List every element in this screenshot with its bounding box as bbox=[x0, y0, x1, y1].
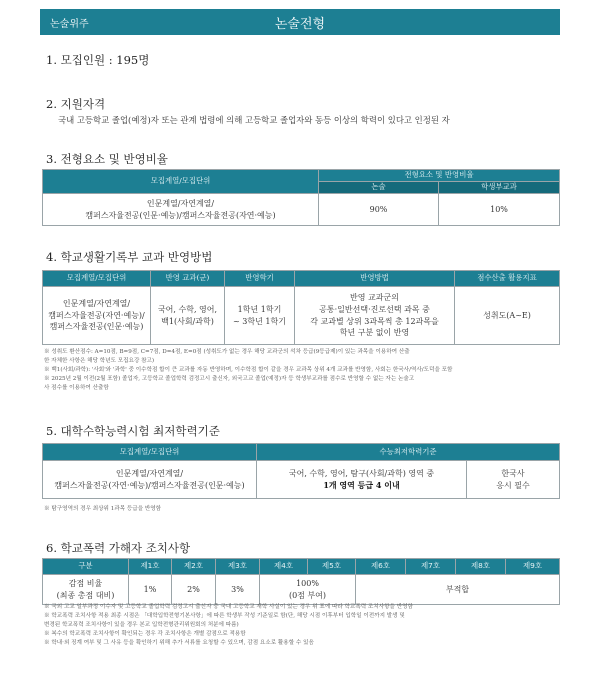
table-header-criteria: 수능최저학력기준 bbox=[257, 444, 560, 461]
table-header-category: 구분 bbox=[43, 559, 129, 575]
table-header-essay: 논술 bbox=[319, 182, 439, 194]
note-line: ※ 백1(사회/과학): '사회'와 '과학' 중 이수학점 합이 큰 교과를 자동 반영하며, 이수학점 합이 같을 경우 교과목 상위 4개 교과를 반영함, 사회는 한국사/역사/도덕을 포함 bbox=[44, 366, 453, 373]
table-header-subjects: 반영 교과(군) bbox=[151, 271, 225, 287]
section-5-note: ※ 탐구영역의 경우 최상위 1과목 등급을 반영함 bbox=[44, 506, 162, 512]
note-line: ※ 국외 고교 일부과정 이수자 및 고등학교 졸업학력 검정고시 출신자 중 국내 고등학교 재학 사실이 있는 경우 위 표에 따라 학교폭력 조치사항을 반영함 bbox=[44, 604, 413, 610]
school-violence-table bbox=[42, 558, 560, 605]
table-cell-measure-2: 2% bbox=[172, 575, 216, 605]
note-line: ※ 2025년 2월 이전(2월 포함) 졸업자, 고등학교 졸업학력 검정고시 출신자, 외국고교 졸업(예정)자 등 학생부교과를 점수로 반영할 수 없는 자는 논술고 bbox=[44, 375, 415, 382]
table-header-group: 전형요소 및 반영비율 bbox=[319, 170, 560, 182]
note-line: 사 점수를 이용하여 산출함 bbox=[44, 384, 109, 391]
note-line: 한 자체한 사항은 해당 학년도 모집요강 참고) bbox=[44, 357, 155, 364]
table-cell-measure-3: 3% bbox=[216, 575, 260, 605]
table-header-measure-7: 제7호 bbox=[406, 559, 456, 575]
table-cell-essay: 90% bbox=[319, 194, 439, 226]
table-cell-measure-1: 1% bbox=[129, 575, 172, 605]
csat-minimum-table bbox=[42, 443, 560, 499]
table-header-unit: 모집계열/모집단위 bbox=[43, 271, 151, 287]
note-line: ※ 학내·외 징계 여부 및 그 사유 등을 확인하기 위해 추가 서류를 요청할 수 있으며, 감점 요소로 활용할 수 있음 bbox=[44, 639, 314, 646]
note-line: 변경된 학교폭력 조치사항이 있을 경우 본교 입학전형관리위원회의 처분에 따름) bbox=[44, 621, 239, 628]
selection-ratio-table bbox=[42, 169, 560, 226]
table-header-method: 반영방법 bbox=[295, 271, 455, 287]
section-4-notes bbox=[44, 348, 564, 393]
table-header-student-record: 학생부교과 bbox=[439, 182, 560, 194]
note-line: ※ 복수의 학교폭력 조치사항이 확인되는 경우 각 조치사항은 개별 감점으로 적용함 bbox=[44, 630, 246, 637]
table-header-measure-8: 제8호 bbox=[456, 559, 506, 575]
section-3-title: 3. 전형요소 및 반영비율 bbox=[46, 152, 168, 166]
section-4-title: 4. 학교생활기록부 교과 반영방법 bbox=[46, 250, 213, 264]
table-cell-label: 감점 비율 (최종 총점 대비) bbox=[43, 575, 129, 605]
table-header-unit: 모집계열/모집단위 bbox=[43, 444, 257, 461]
table-header-semester: 반영학기 bbox=[225, 271, 295, 287]
table-cell-history: 한국사 응시 필수 bbox=[467, 461, 560, 499]
table-header-score-index: 점수산출 활용지표 bbox=[455, 271, 560, 287]
table-cell-unit: 인문계열/자연계열/ 캠퍼스자율전공(자연·예능)/캠퍼스자율전공(인문·예능) bbox=[43, 461, 257, 499]
note-line: ※ 성취도 환산점수: A=10점, B=9점, C=7점, D=4점, E=0점 (성취도가 없는 경우 해당 교과군의 석차 등급(9등급제)이 있는 과목을 이용하여 산출 bbox=[44, 349, 410, 355]
table-cell-subjects: 국어, 수학, 영어, 백1(사회/과학) bbox=[151, 287, 225, 345]
table-header-measure-9: 제9호 bbox=[506, 559, 560, 575]
table-header-measure-3: 제3호 bbox=[216, 559, 260, 575]
section-6-notes bbox=[44, 603, 564, 648]
table-cell-criteria: 국어, 수학, 영어, 탐구(사회/과학) 영역 중 1개 영역 등급 4 이내 bbox=[257, 461, 467, 499]
header-bar bbox=[40, 9, 560, 35]
table-header-measure-1: 제1호 bbox=[129, 559, 172, 575]
page-title: 논술전형 bbox=[274, 17, 326, 32]
header-category-label: 논술위주 bbox=[50, 19, 89, 30]
note-line: ※ 학교폭력 조치사항 적용 최종 시점은 「대학입학전형기본사항」에 따른 학생부 작성 기준일로 함(단, 해당 시점 이후부터 입학일 이전까지 발생 및 bbox=[44, 612, 405, 619]
section-1-title: 1. 모집인원 : 195명 bbox=[46, 53, 150, 67]
table-cell-unit: 인문계열/자연계열/ 캠퍼스자율전공(자연·예능)/ 캠퍼스자율전공(인문·예능) bbox=[43, 287, 151, 345]
table-header-unit: 모집계열/모집단위 bbox=[43, 170, 319, 194]
table-header-measure-5: 제5호 bbox=[308, 559, 356, 575]
section-2-text: 국내 고등학교 졸업(예정)자 또는 관계 법령에 의해 고등학교 졸업자와 동등 이상의 학력이 있다고 인정된 자 bbox=[58, 115, 450, 125]
table-cell-score-index: 성취도(A~E) bbox=[455, 287, 560, 345]
section-5-title: 5. 대학수학능력시험 최저학력기준 bbox=[46, 424, 220, 438]
table-cell-measure-4-5: 100% (0점 부여) bbox=[260, 575, 356, 605]
table-header-measure-4: 제4호 bbox=[260, 559, 308, 575]
section-2-title: 2. 지원자격 bbox=[46, 97, 106, 111]
table-header-measure-6: 제6호 bbox=[356, 559, 406, 575]
table-header-measure-2: 제2호 bbox=[172, 559, 216, 575]
table-cell-unit: 인문계열/자연계열/ 캠퍼스자율전공(인문·예능)/캠퍼스자율전공(자연·예능) bbox=[43, 194, 319, 226]
section-6-title: 6. 학교폭력 가해자 조치사항 bbox=[46, 541, 191, 555]
table-cell-method: 반영 교과군의 공통·일반선택·진로선택 과목 중 각 교과별 상위 3과목씩 총 12과목을 학년 구분 없이 반영 bbox=[295, 287, 455, 345]
table-cell-measure-6-9: 부적합 bbox=[356, 575, 560, 605]
table-cell-student-record: 10% bbox=[439, 194, 560, 226]
school-record-table bbox=[42, 270, 560, 345]
table-cell-semester: 1학년 1학기 ~ 3학년 1학기 bbox=[225, 287, 295, 345]
